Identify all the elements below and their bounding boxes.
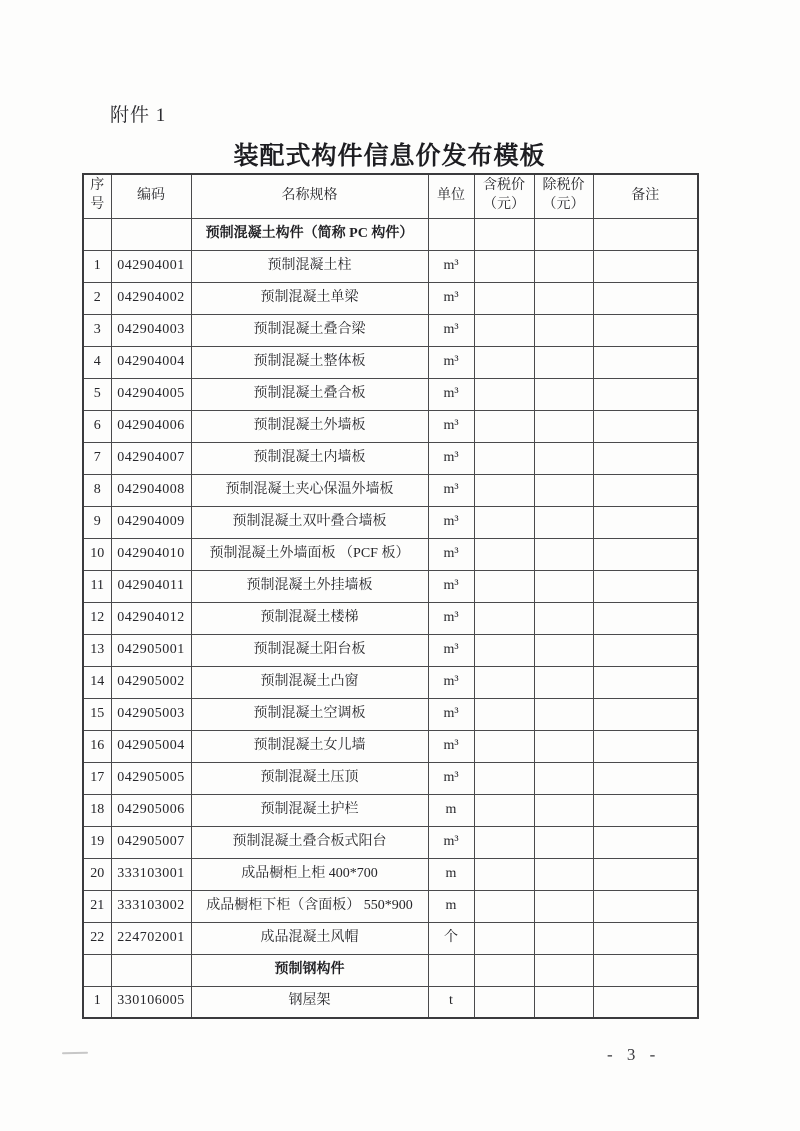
- tax-incl-price-cell: [474, 730, 534, 762]
- code-cell: 042904010: [111, 538, 191, 570]
- remark-cell: [593, 474, 698, 506]
- remark-cell: [593, 538, 698, 570]
- tax-incl-price-cell: [474, 602, 534, 634]
- tax-incl-price-cell: [474, 538, 534, 570]
- name-cell: 预制混凝土叠合板式阳台: [191, 826, 428, 858]
- table-row: [83, 538, 698, 570]
- table-row: [83, 986, 698, 1018]
- unit-cell: m³: [428, 282, 474, 314]
- page-number: - 3 -: [607, 1045, 661, 1064]
- tax-incl-price-cell: [474, 378, 534, 410]
- table-row: [83, 858, 698, 890]
- tax-excl-price-cell: [534, 954, 593, 986]
- remark-cell: [593, 314, 698, 346]
- tax-excl-price-cell: [534, 218, 593, 250]
- code-cell: 042905003: [111, 698, 191, 730]
- table-row: [83, 474, 698, 506]
- code-cell: [111, 954, 191, 986]
- header-unit: 单位: [428, 174, 474, 218]
- unit-cell: m³: [428, 698, 474, 730]
- header-code: 编码: [111, 174, 191, 218]
- remark-cell: [593, 442, 698, 474]
- unit-cell: m³: [428, 250, 474, 282]
- tax-incl-price-cell: [474, 826, 534, 858]
- remark-cell: [593, 922, 698, 954]
- section-row: [83, 218, 698, 250]
- remark-cell: [593, 730, 698, 762]
- tax-incl-price-cell: [474, 474, 534, 506]
- unit-cell: m³: [428, 474, 474, 506]
- serial-cell: 15: [83, 698, 111, 730]
- tax-incl-price-cell: [474, 410, 534, 442]
- tax-incl-price-cell: [474, 442, 534, 474]
- name-cell: 预制混凝土楼梯: [191, 602, 428, 634]
- tax-excl-price-cell: [534, 698, 593, 730]
- price-table: [82, 173, 699, 1019]
- tax-excl-price-cell: [534, 346, 593, 378]
- name-cell: 预制混凝土压顶: [191, 762, 428, 794]
- code-cell: 042905005: [111, 762, 191, 794]
- tax-excl-price-cell: [534, 890, 593, 922]
- scan-smudge-artifact: [62, 1052, 88, 1054]
- serial-cell: 16: [83, 730, 111, 762]
- tax-incl-price-cell: [474, 218, 534, 250]
- tax-excl-price-cell: [534, 282, 593, 314]
- table-row: [83, 922, 698, 954]
- code-cell: 224702001: [111, 922, 191, 954]
- table-row: [83, 506, 698, 538]
- name-cell: 预制混凝土柱: [191, 250, 428, 282]
- table-row: [83, 378, 698, 410]
- name-cell: 预制混凝土单梁: [191, 282, 428, 314]
- name-cell: 预制混凝土女儿墙: [191, 730, 428, 762]
- header-remark: 备注: [593, 174, 698, 218]
- tax-excl-price-cell: [534, 378, 593, 410]
- tax-incl-price-cell: [474, 570, 534, 602]
- serial-cell: [83, 218, 111, 250]
- unit-cell: [428, 954, 474, 986]
- name-cell: 预制混凝土叠合板: [191, 378, 428, 410]
- code-cell: 042905006: [111, 794, 191, 826]
- remark-cell: [593, 698, 698, 730]
- tax-excl-price-cell: [534, 570, 593, 602]
- unit-cell: m: [428, 858, 474, 890]
- code-cell: 042904004: [111, 346, 191, 378]
- tax-incl-price-cell: [474, 282, 534, 314]
- tax-excl-price-cell: [534, 538, 593, 570]
- serial-cell: 17: [83, 762, 111, 794]
- page-title: 装配式构件信息价发布模板: [233, 143, 546, 170]
- tax-excl-price-cell: [534, 858, 593, 890]
- unit-cell: m³: [428, 410, 474, 442]
- unit-cell: m³: [428, 730, 474, 762]
- code-cell: 042904003: [111, 314, 191, 346]
- code-cell: 042904006: [111, 410, 191, 442]
- remark-cell: [593, 634, 698, 666]
- tax-excl-price-cell: [534, 602, 593, 634]
- table-row: [83, 826, 698, 858]
- header-tax-excl-price: 除税价（元）: [534, 174, 593, 218]
- serial-cell: 20: [83, 858, 111, 890]
- attachment-label: 附件 1: [110, 105, 167, 126]
- code-cell: 042904007: [111, 442, 191, 474]
- tax-incl-price-cell: [474, 666, 534, 698]
- unit-cell: m³: [428, 826, 474, 858]
- serial-cell: 7: [83, 442, 111, 474]
- tax-incl-price-cell: [474, 506, 534, 538]
- serial-cell: 5: [83, 378, 111, 410]
- remark-cell: [593, 346, 698, 378]
- tax-incl-price-cell: [474, 890, 534, 922]
- table-row: [83, 698, 698, 730]
- tax-excl-price-cell: [534, 666, 593, 698]
- tax-excl-price-cell: [534, 410, 593, 442]
- table-row: [83, 346, 698, 378]
- remark-cell: [593, 250, 698, 282]
- remark-cell: [593, 890, 698, 922]
- tax-incl-price-cell: [474, 698, 534, 730]
- unit-cell: 个: [428, 922, 474, 954]
- name-cell: 成品橱柜下柜（含面板） 550*900: [191, 890, 428, 922]
- unit-cell: m³: [428, 634, 474, 666]
- serial-cell: 2: [83, 282, 111, 314]
- section-row: [83, 954, 698, 986]
- code-cell: 042905002: [111, 666, 191, 698]
- serial-cell: 1: [83, 986, 111, 1018]
- serial-cell: 14: [83, 666, 111, 698]
- remark-cell: [593, 666, 698, 698]
- tax-incl-price-cell: [474, 634, 534, 666]
- serial-cell: 9: [83, 506, 111, 538]
- name-cell: 成品混凝土风帽: [191, 922, 428, 954]
- code-cell: 042904002: [111, 282, 191, 314]
- tax-excl-price-cell: [534, 506, 593, 538]
- tax-excl-price-cell: [534, 826, 593, 858]
- serial-cell: 10: [83, 538, 111, 570]
- code-cell: 333103002: [111, 890, 191, 922]
- unit-cell: m³: [428, 506, 474, 538]
- table-header-row: [83, 174, 698, 218]
- remark-cell: [593, 858, 698, 890]
- serial-cell: [83, 954, 111, 986]
- unit-cell: m³: [428, 378, 474, 410]
- name-cell: 预制混凝土构件（简称 PC 构件）: [191, 218, 428, 250]
- remark-cell: [593, 826, 698, 858]
- header-name-spec: 名称规格: [191, 174, 428, 218]
- unit-cell: m³: [428, 442, 474, 474]
- code-cell: 042904005: [111, 378, 191, 410]
- remark-cell: [593, 410, 698, 442]
- tax-excl-price-cell: [534, 634, 593, 666]
- serial-cell: 4: [83, 346, 111, 378]
- unit-cell: t: [428, 986, 474, 1018]
- name-cell: 预制混凝土整体板: [191, 346, 428, 378]
- name-cell: 预制钢构件: [191, 954, 428, 986]
- tax-incl-price-cell: [474, 346, 534, 378]
- unit-cell: m³: [428, 314, 474, 346]
- tax-incl-price-cell: [474, 250, 534, 282]
- code-cell: [111, 218, 191, 250]
- unit-cell: m³: [428, 570, 474, 602]
- code-cell: 042905004: [111, 730, 191, 762]
- code-cell: 042905001: [111, 634, 191, 666]
- remark-cell: [593, 378, 698, 410]
- table-row: [83, 890, 698, 922]
- tax-excl-price-cell: [534, 730, 593, 762]
- remark-cell: [593, 506, 698, 538]
- table-row: [83, 730, 698, 762]
- unit-cell: m: [428, 890, 474, 922]
- tax-incl-price-cell: [474, 314, 534, 346]
- name-cell: 预制混凝土阳台板: [191, 634, 428, 666]
- table-row: [83, 250, 698, 282]
- tax-excl-price-cell: [534, 250, 593, 282]
- name-cell: 预制混凝土叠合梁: [191, 314, 428, 346]
- name-cell: 成品橱柜上柜 400*700: [191, 858, 428, 890]
- serial-cell: 1: [83, 250, 111, 282]
- code-cell: 042904012: [111, 602, 191, 634]
- name-cell: 预制混凝土凸窗: [191, 666, 428, 698]
- unit-cell: m³: [428, 538, 474, 570]
- table-row: [83, 794, 698, 826]
- unit-cell: m³: [428, 762, 474, 794]
- name-cell: 预制混凝土双叶叠合墙板: [191, 506, 428, 538]
- tax-incl-price-cell: [474, 762, 534, 794]
- name-cell: 预制混凝土外墙面板 （PCF 板）: [191, 538, 428, 570]
- serial-cell: 3: [83, 314, 111, 346]
- unit-cell: m³: [428, 602, 474, 634]
- name-cell: 预制混凝土护栏: [191, 794, 428, 826]
- code-cell: 333103001: [111, 858, 191, 890]
- remark-cell: [593, 602, 698, 634]
- table-body: [83, 218, 698, 1018]
- remark-cell: [593, 954, 698, 986]
- table-row: [83, 570, 698, 602]
- serial-cell: 11: [83, 570, 111, 602]
- serial-cell: 18: [83, 794, 111, 826]
- unit-cell: m: [428, 794, 474, 826]
- table-row: [83, 410, 698, 442]
- code-cell: 042905007: [111, 826, 191, 858]
- serial-cell: 22: [83, 922, 111, 954]
- remark-cell: [593, 570, 698, 602]
- name-cell: 预制混凝土外挂墙板: [191, 570, 428, 602]
- unit-cell: m³: [428, 346, 474, 378]
- code-cell: 042904001: [111, 250, 191, 282]
- remark-cell: [593, 282, 698, 314]
- table-row: [83, 602, 698, 634]
- header-tax-incl-price: 含税价（元）: [474, 174, 534, 218]
- code-cell: 330106005: [111, 986, 191, 1018]
- tax-excl-price-cell: [534, 762, 593, 794]
- tax-incl-price-cell: [474, 858, 534, 890]
- tax-incl-price-cell: [474, 794, 534, 826]
- table-row: [83, 314, 698, 346]
- table-row: [83, 634, 698, 666]
- serial-cell: 21: [83, 890, 111, 922]
- header-serial: 序号: [83, 174, 111, 218]
- tax-incl-price-cell: [474, 986, 534, 1018]
- table-row: [83, 762, 698, 794]
- serial-cell: 6: [83, 410, 111, 442]
- table-row: [83, 442, 698, 474]
- tax-incl-price-cell: [474, 922, 534, 954]
- remark-cell: [593, 218, 698, 250]
- remark-cell: [593, 762, 698, 794]
- code-cell: 042904009: [111, 506, 191, 538]
- tax-excl-price-cell: [534, 474, 593, 506]
- code-cell: 042904008: [111, 474, 191, 506]
- code-cell: 042904011: [111, 570, 191, 602]
- tax-incl-price-cell: [474, 954, 534, 986]
- unit-cell: m³: [428, 666, 474, 698]
- serial-cell: 8: [83, 474, 111, 506]
- name-cell: 预制混凝土内墙板: [191, 442, 428, 474]
- remark-cell: [593, 986, 698, 1018]
- table-row: [83, 666, 698, 698]
- name-cell: 预制混凝土夹心保温外墙板: [191, 474, 428, 506]
- name-cell: 钢屋架: [191, 986, 428, 1018]
- serial-cell: 13: [83, 634, 111, 666]
- name-cell: 预制混凝土外墙板: [191, 410, 428, 442]
- tax-excl-price-cell: [534, 922, 593, 954]
- tax-excl-price-cell: [534, 442, 593, 474]
- serial-cell: 12: [83, 602, 111, 634]
- tax-excl-price-cell: [534, 794, 593, 826]
- table-row: [83, 282, 698, 314]
- remark-cell: [593, 794, 698, 826]
- tax-excl-price-cell: [534, 986, 593, 1018]
- name-cell: 预制混凝土空调板: [191, 698, 428, 730]
- unit-cell: [428, 218, 474, 250]
- serial-cell: 19: [83, 826, 111, 858]
- tax-excl-price-cell: [534, 314, 593, 346]
